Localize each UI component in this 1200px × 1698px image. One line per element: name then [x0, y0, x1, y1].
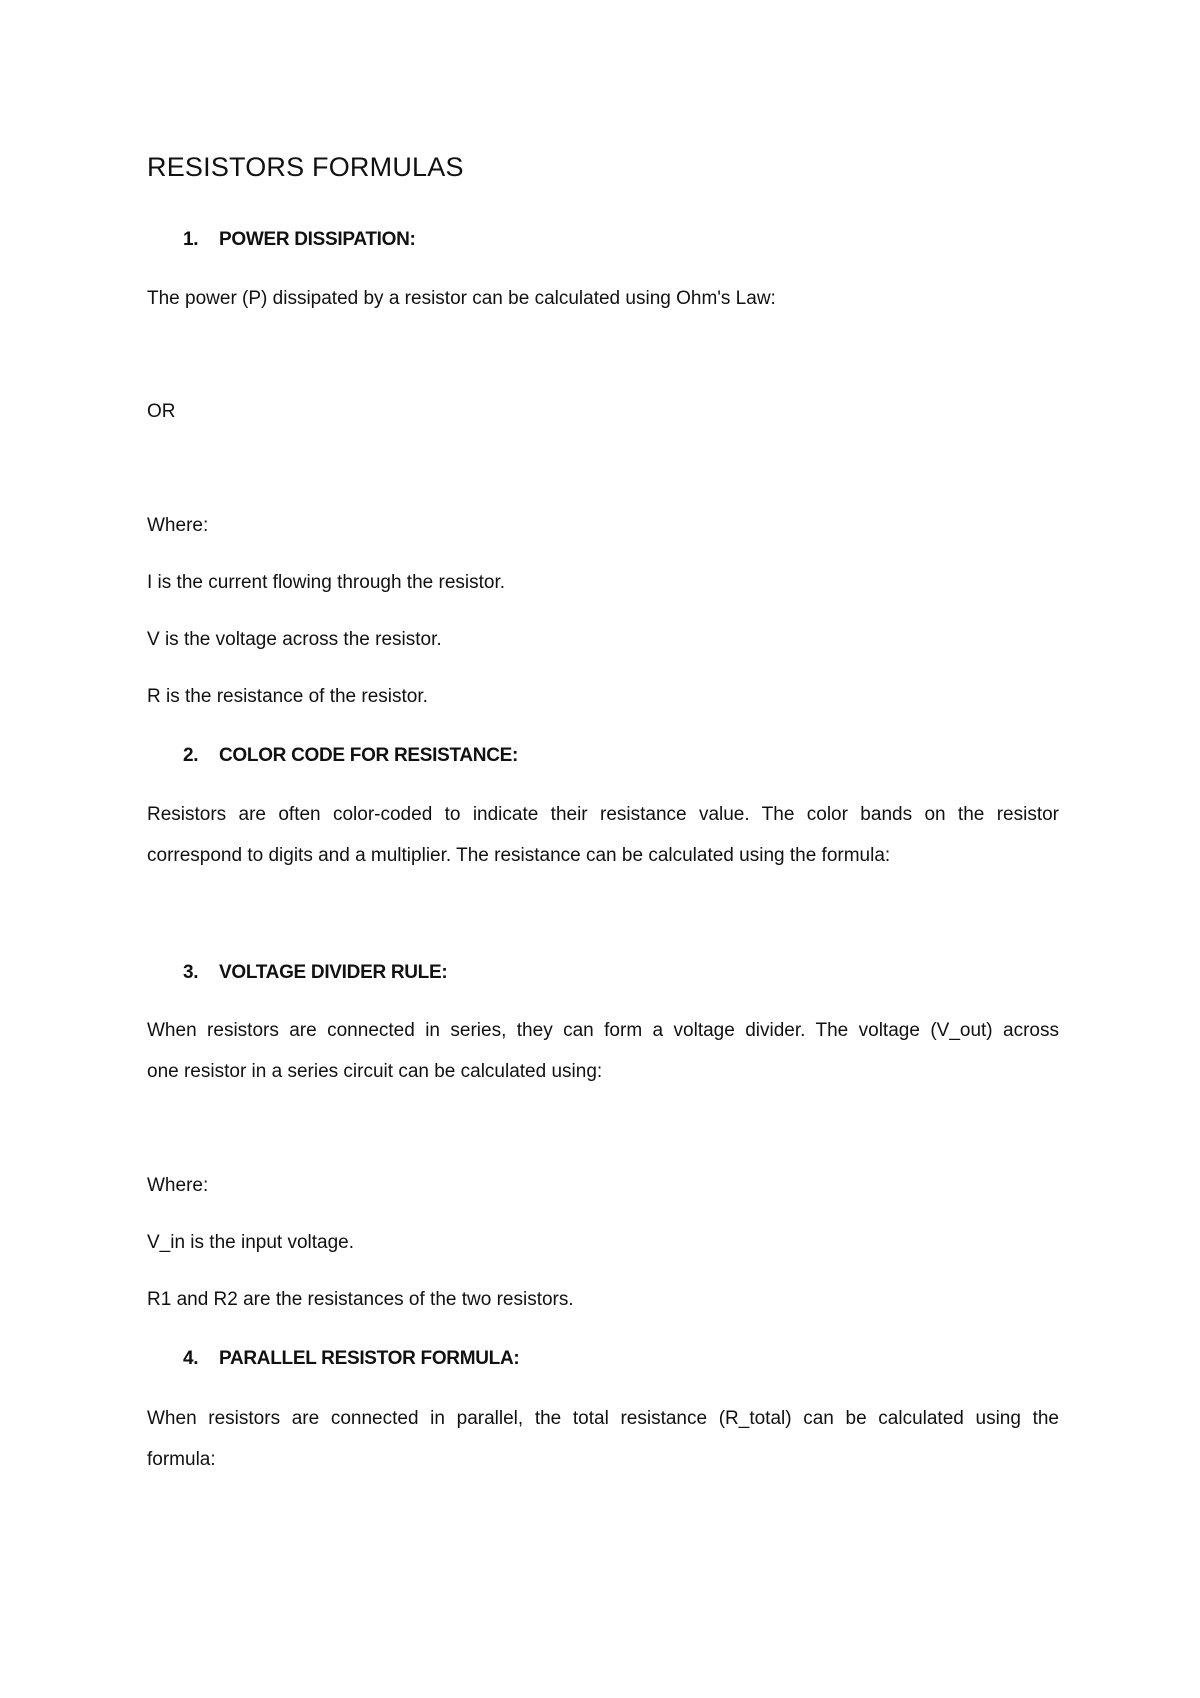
section-4-number: 4. [183, 1348, 199, 1369]
section-1-intro: The power (P) dissipated by a resistor can be calculated using Ohm's Law: [147, 288, 776, 309]
section-2-number: 2. [183, 745, 199, 766]
section-1-title: POWER DISSIPATION: [219, 229, 416, 250]
section-2-body-line-2: correspond to digits and a multiplier. The resistance can be calculated using the formula: [147, 845, 891, 866]
section-4-title: PARALLEL RESISTOR FORMULA: [219, 1348, 520, 1369]
section-1-heading [147, 228, 416, 252]
section-4-body-line-2: formula: [147, 1449, 216, 1470]
section-3-where-label: Where: [147, 1175, 209, 1196]
section-1-number: 1. [183, 229, 199, 250]
section-1-definition-current: I is the current flowing through the resistor. [147, 572, 506, 593]
section-1-or-label: OR [147, 401, 176, 422]
section-1-definition-voltage: V is the voltage across the resistor. [147, 629, 442, 650]
document-title: RESISTORS FORMULAS [147, 152, 464, 182]
section-2-heading [147, 744, 518, 768]
section-3-definition-r1-r2: R1 and R2 are the resistances of the two resistors. [147, 1289, 574, 1310]
section-3-definition-vin: V_in is the input voltage. [147, 1232, 355, 1253]
section-3-heading [147, 961, 447, 985]
section-3-title: VOLTAGE DIVIDER RULE: [219, 962, 448, 983]
section-2-title: COLOR CODE FOR RESISTANCE: [219, 745, 519, 766]
section-3-body-line-2: one resistor in a series circuit can be calculated using: [147, 1061, 603, 1082]
section-3-number: 3. [183, 962, 199, 983]
section-2-body-line-1: Resistors are often color-coded to indicate their resistance value. The color bands on the resistor [147, 804, 1059, 825]
section-1-definition-resistance: R is the resistance of the resistor. [147, 686, 428, 707]
section-1-where-label: Where: [147, 515, 209, 536]
section-4-heading [147, 1347, 519, 1371]
section-4-body-line-1: When resistors are connected in parallel, the total resistance (R_total) can be calculated using the [147, 1408, 1059, 1429]
section-3-body-line-1: When resistors are connected in series, they can form a voltage divider. The voltage (V_out) across [147, 1020, 1059, 1041]
